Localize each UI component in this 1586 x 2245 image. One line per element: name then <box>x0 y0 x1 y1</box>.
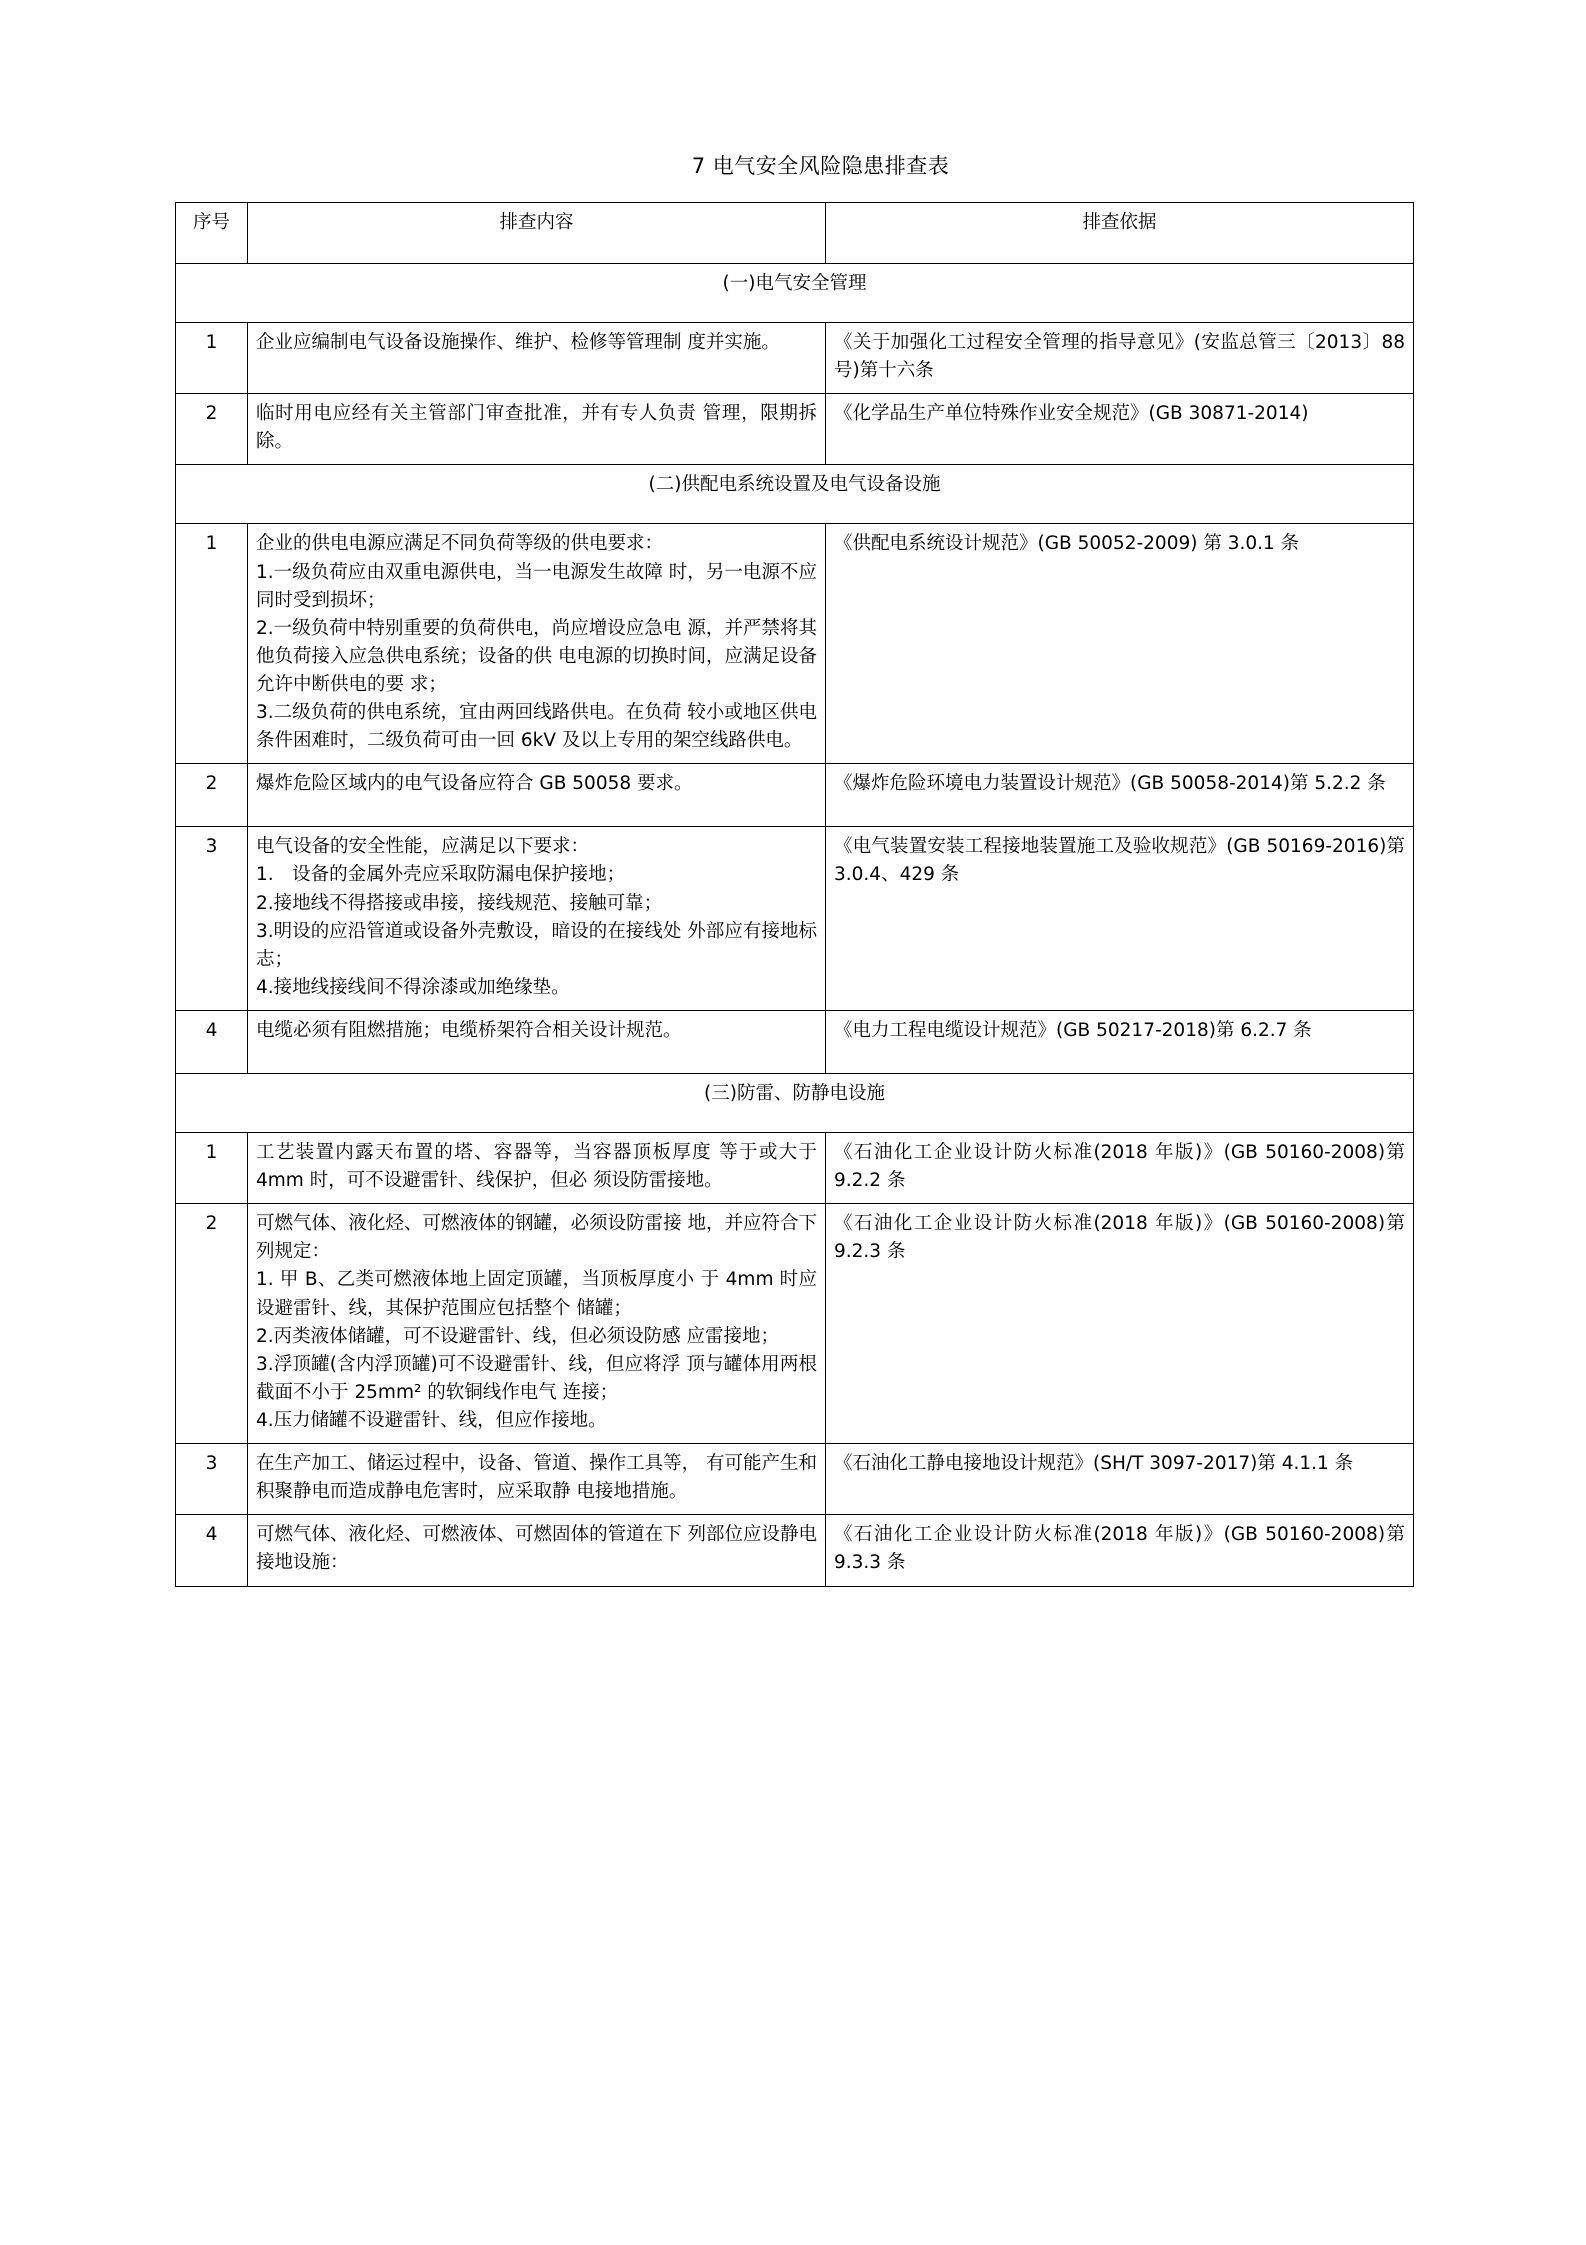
row-basis: 《爆炸危险环境电力装置设计规范》(GB 50058-2014)第 5.2.2 条 <box>826 764 1414 827</box>
table-row <box>176 1010 1414 1073</box>
table-row <box>176 524 1414 764</box>
row-number: 2 <box>176 1204 248 1444</box>
row-content: 可燃气体、液化烃、可燃液体的钢罐，必须设防雷接 地，并应符合下列规定： 1. 甲 B、乙类可燃液体地上固定顶罐，当顶板厚度小 于 4mm 时应设避雷针、线，其保护范围应包括整个 储罐； 2.丙类液体储罐，可不设避雷针、线，但必须设防感 应雷接地； 3.浮顶罐(含内浮顶罐)可不设避雷针、线，但应将浮 顶与罐体用两根截面不小于 25mm² 的软铜线作电气 连接； 4.压力储罐不设避雷针、线，但应作接地。 <box>248 1204 826 1444</box>
row-content: 工艺装置内露天布置的塔、容器等，当容器顶板厚度 等于或大于 4mm 时，可不设避雷针、线保护，但必 须设防雷接地。 <box>248 1132 826 1203</box>
row-number: 4 <box>176 1010 248 1073</box>
column-header-content: 排查内容 <box>248 203 826 264</box>
column-header-basis: 排查依据 <box>826 203 1414 264</box>
row-number: 1 <box>176 323 248 394</box>
table-row <box>176 394 1414 465</box>
row-number: 1 <box>176 1132 248 1203</box>
table-header-row <box>176 203 1414 264</box>
row-basis: 《石油化工企业设计防火标准(2018 年版)》(GB 50160-2008)第 9.2.3 条 <box>826 1204 1414 1444</box>
row-basis: 《供配电系统设计规范》(GB 50052-2009) 第 3.0.1 条 <box>826 524 1414 764</box>
row-content: 临时用电应经有关主管部门审查批准，并有专人负责 管理，限期拆除。 <box>248 394 826 465</box>
row-content: 电气设备的安全性能，应满足以下要求： 1. 设备的金属外壳应采取防漏电保护接地； 2.接地线不得搭接或串接，接线规范、接触可靠； 3.明设的应沿管道或设备外壳敷设，暗设的在接线处 外部应有接地标志； 4.接地线接线间不得涂漆或加绝缘垫。 <box>248 827 826 1011</box>
row-content: 企业的供电电源应满足不同负荷等级的供电要求： 1.一级负荷应由双重电源供电，当一电源发生故障 时，另一电源不应同时受到损坏； 2.一级负荷中特别重要的负荷供电，尚应增设应急电 源，并严禁将其他负荷接入应急供电系统；设备的供 电电源的切换时间，应满足设备允许中断供电的要 求； 3.二级负荷的供电系统，宜由两回线路供电。在负荷 较小或地区供电条件困难时，二级负荷可由一回 6kV 及以上专用的架空线路供电。 <box>248 524 826 764</box>
table-row <box>176 1515 1414 1586</box>
electrical-safety-checklist-table <box>175 202 1414 1587</box>
row-number: 3 <box>176 827 248 1011</box>
column-header-number: 序号 <box>176 203 248 264</box>
row-basis: 《石油化工企业设计防火标准(2018 年版)》(GB 50160-2008)第 9.2.2 条 <box>826 1132 1414 1203</box>
section-header-row <box>176 264 1414 323</box>
row-basis: 《关于加强化工过程安全管理的指导意见》(安监总管三〔2013〕88 号)第十六条 <box>826 323 1414 394</box>
page-title: 7 电气安全风险隐患排查表 <box>691 154 950 178</box>
row-number: 2 <box>176 394 248 465</box>
row-basis: 《电气装置安装工程接地装置施工及验收规范》(GB 50169-2016)第 3.0.4、429 条 <box>826 827 1414 1011</box>
table-row <box>176 323 1414 394</box>
table-row <box>176 764 1414 827</box>
row-content: 电缆必须有阻燃措施；电缆桥架符合相关设计规范。 <box>248 1010 826 1073</box>
row-basis: 《电力工程电缆设计规范》(GB 50217-2018)第 6.2.7 条 <box>826 1010 1414 1073</box>
section-header-row <box>176 465 1414 524</box>
row-number: 4 <box>176 1515 248 1586</box>
row-number: 3 <box>176 1444 248 1515</box>
section-header-row <box>176 1073 1414 1132</box>
row-content: 可燃气体、液化烃、可燃液体、可燃固体的管道在下 列部位应设静电接地设施： <box>248 1515 826 1586</box>
table-row <box>176 1132 1414 1203</box>
row-basis: 《石油化工企业设计防火标准(2018 年版)》(GB 50160-2008)第 9.3.3 条 <box>826 1515 1414 1586</box>
section-title: (一)电气安全管理 <box>176 264 1414 323</box>
row-content: 在生产加工、储运过程中，设备、管道、操作工具等， 有可能产生和积聚静电而造成静电危害时，应采取静 电接地措施。 <box>248 1444 826 1515</box>
table-row <box>176 1444 1414 1515</box>
row-number: 2 <box>176 764 248 827</box>
section-title: (二)供配电系统设置及电气设备设施 <box>176 465 1414 524</box>
row-content: 企业应编制电气设备设施操作、维护、检修等管理制 度并实施。 <box>248 323 826 394</box>
table-row <box>176 1204 1414 1444</box>
row-number: 1 <box>176 524 248 764</box>
table-row <box>176 827 1414 1011</box>
row-content: 爆炸危险区域内的电气设备应符合 GB 50058 要求。 <box>248 764 826 827</box>
section-title: (三)防雷、防静电设施 <box>176 1073 1414 1132</box>
row-basis: 《石油化工静电接地设计规范》(SH/T 3097-2017)第 4.1.1 条 <box>826 1444 1414 1515</box>
row-basis: 《化学品生产单位特殊作业安全规范》(GB 30871-2014) <box>826 394 1414 465</box>
